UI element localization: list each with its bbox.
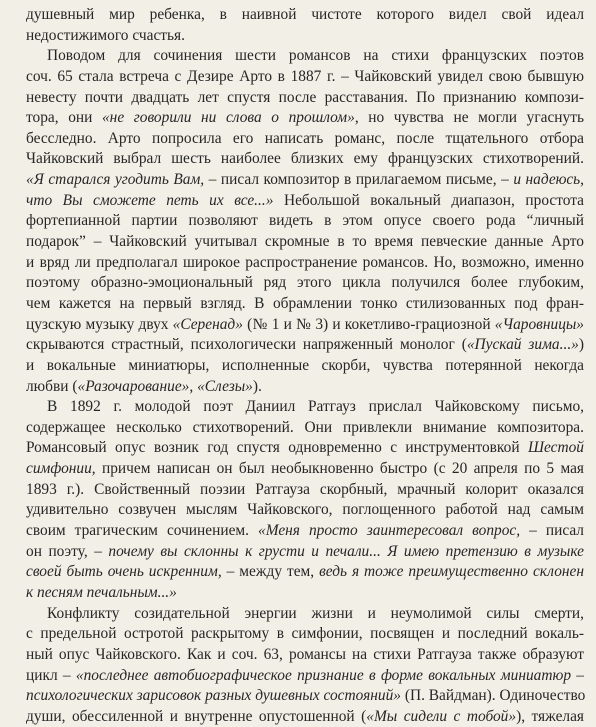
quote: «Я старался угодить Вам, — [26, 171, 205, 189]
text-line: чем кажется на первый взгляд. В обрамлении тонко стилизованных под фран- — [26, 294, 584, 312]
paragraph-3 — [26, 604, 584, 727]
title: «Мы сидели с тобой» — [366, 707, 517, 725]
title: «Разочарование» — [77, 377, 190, 395]
text-line: своим трагическим сочинением. «Меня просто заинтересовал вопрос, – писал — [26, 522, 584, 540]
text-line — [26, 583, 584, 604]
quote: что Вы сможете петь их все...» — [26, 191, 274, 209]
text-line: Конфликту созидательной энергии жизни и неумолимой силы смерти, — [47, 604, 584, 622]
text-line: цузскую музыку двух «Серенад» (№ 1 и № 3) и кокетливо-грациозной «Чаровницы» — [26, 315, 585, 333]
title: «Чаровницы» — [494, 315, 585, 333]
quote: психологических зарисовок разных душевных состояний» — [26, 687, 401, 705]
text-line: 1893 г.). Свойственный поэзии Ратгауза скорбный, мрачный колорит оказался — [26, 480, 584, 498]
title: «Серенад» — [172, 315, 243, 333]
quote: «Меня просто заинтересовал вопрос, — [258, 522, 521, 540]
text-line: бесследно. Арто попросила его написать романс, после тщательного отбора — [26, 129, 584, 147]
text-line: души, обессиленной и внутренне опустошенной («Мы сидели с тобой»), тяжелая — [26, 707, 584, 725]
quote: «последнее автобиографическое признание в форме вокальных миниатюр – — [75, 666, 584, 684]
paragraph-0 — [26, 5, 584, 46]
text-line: соч. 65 стала встреча с Дезире Арто в 1887 г. – Чайковский увидел свою бывшую — [26, 67, 584, 85]
text-line: В 1892 г. молодой поэт Даниил Ратгауз прислал Чайковскому письмо, — [47, 398, 584, 416]
text-line: цикл – «последнее автобиографическое признание в форме вокальных миниатюр – — [26, 666, 584, 684]
paragraph-2 — [26, 397, 584, 603]
text-line: «Я старался угодить Вам, – писал композитор в прилагаемом письме, – и надеюсь, — [26, 171, 585, 189]
text-line: Чайковский выбрал шесть наиболее близких ему французских стихотворений. — [26, 150, 584, 168]
title: «Пускай зима...» — [466, 336, 579, 354]
text-line: содержащее несколько стихотворений. Они привлекли внимание композитора. — [26, 418, 584, 436]
quote: и надеюсь, — [513, 171, 585, 189]
text-line: поэтому образно-эмоциональный ряд этого цикла получился более глубоким, — [26, 274, 584, 292]
text-line: невесту почти двадцать лет спустя после расставания. По признанию компози- — [26, 88, 584, 106]
title: симфонии — [26, 460, 92, 478]
text-line: психологических зарисовок разных душевных состояний» (П. Вайдман). Одиночество — [26, 687, 586, 705]
text-line: с предельной остротой раскрытому в симфонии, посвящен и последний вокаль- — [26, 625, 584, 643]
title: Шестой — [527, 439, 584, 457]
text-line: фортепианной партии позволяют видеть в этом опусе своего рода “личный — [26, 212, 584, 230]
text-line: удивительно созвучен мыслям Чайковского, поглощенного работой над самым — [26, 501, 584, 519]
text-line: Поводом для сочинения шести романсов на стихи французских поэтов — [47, 47, 584, 65]
body-text — [26, 5, 584, 727]
text-line: тора, они «не говорили ни слова о прошлом», но чувства не могли угаснуть — [26, 109, 584, 127]
text-line: симфонии, причем написан он был необыкновенно быстро (с 20 апреля по 5 мая — [26, 460, 584, 478]
quote: «не говорили ни слова о прошлом» — [101, 109, 355, 127]
text-line: подарок” – Чайковский учитывал скромные в то время певческие данные Арто — [26, 233, 584, 251]
text-line: любви («Разочарование», «Слезы»). — [26, 377, 262, 395]
text-line: душевный мир ребенка, в наивной чистоте которого видел свой идеал — [26, 6, 584, 23]
text-line: своей быть очень искренним, – между тем, ведь я тоже преимущественно склонен — [26, 563, 584, 581]
text-line: Романсовый опус возник год спустя одновременно с инструментовкой Шестой — [26, 439, 584, 457]
text-line: он поэту, – почему вы склонны к грусти и печали... Я имею претензию в музыке — [26, 542, 584, 560]
text-line: что Вы сможете петь их все...» Небольшой вокальный диапазон, простота — [26, 191, 584, 209]
text-line: недостижимого счастья. — [26, 26, 185, 44]
text-line: ный опус Чайковского. Как и соч. 63, романсы на стихи Ратгауза также образуют — [26, 645, 584, 663]
quote: своей быть очень искренним, — [26, 563, 222, 581]
quote: к песням печальным...» — [26, 583, 177, 601]
paragraph-1 — [26, 46, 584, 397]
text-line: и вряд ли предполагал широкое распространение романсов. Но, возможно, именно — [26, 253, 584, 271]
quote: почему вы склонны к грусти и печали... Я имею претензию в музыке — [108, 542, 584, 560]
quote: ведь я тоже преимущественно склонен — [319, 563, 584, 581]
text-line: скрываются страстный, психологически напряженный монолог («Пускай зима...») — [26, 336, 584, 354]
text-line: и вокальные миниатюры, исполненные скорби, чувства потерянной некогда — [26, 356, 584, 374]
title: «Слезы» — [197, 377, 253, 395]
